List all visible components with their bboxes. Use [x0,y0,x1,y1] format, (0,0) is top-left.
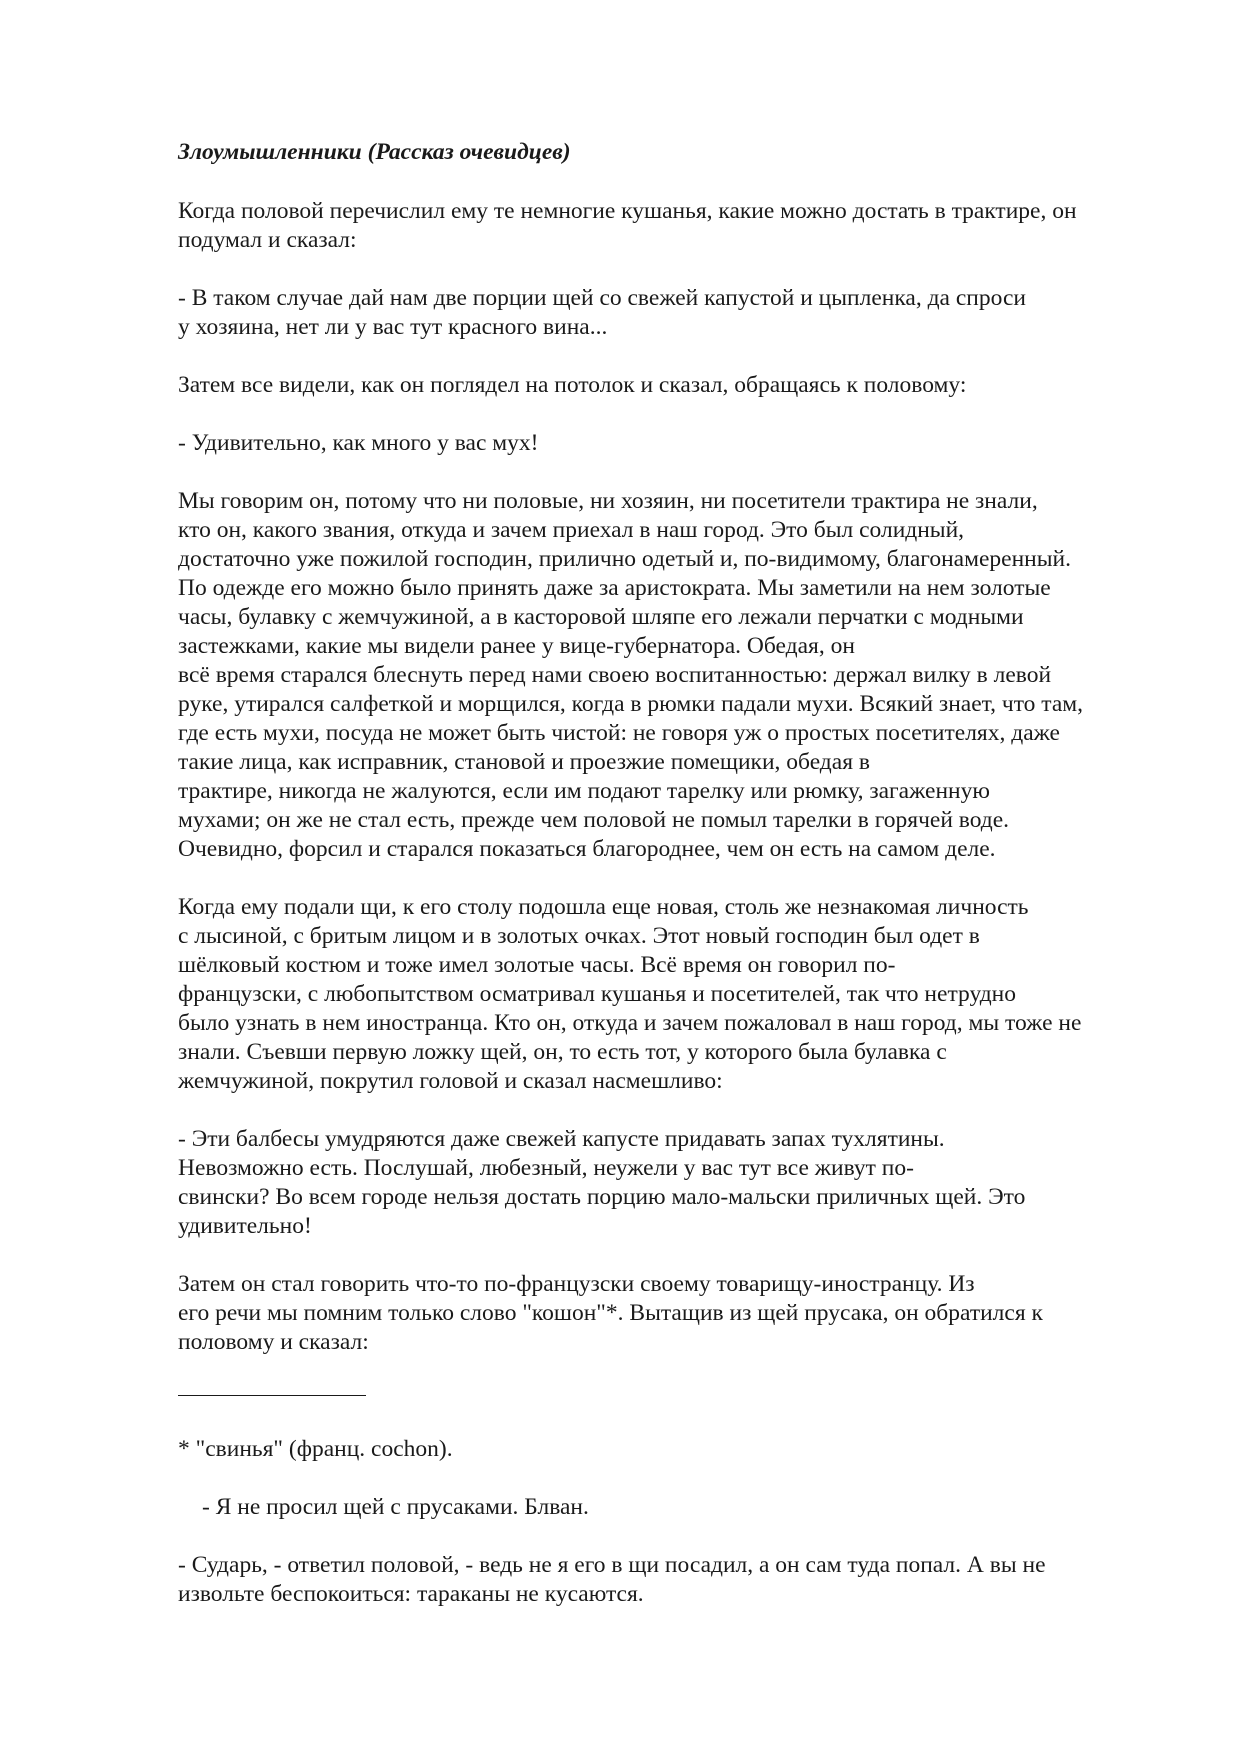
paragraph [178,893,1158,1096]
text-line: такие лица, как исправник, становой и проезжие помещики, обедая в [178,749,870,775]
footnote-divider [178,1395,366,1396]
paragraph [178,284,1158,342]
paragraph [178,429,1158,458]
text-line: подумал и сказал: [178,227,357,253]
text-line: часы, булавку с жемчужиной, а в касторовой шляпе его лежали перчатки с модными [178,604,1024,630]
paragraph [178,1270,1158,1357]
paragraph [178,197,1158,255]
text-line: его речи мы помним только слово "кошон"*. Вытащив из щей прусака, он обратился к [178,1300,1043,1326]
text-line: всё время старался блеснуть перед нами своею воспитанностью: держал вилку в левой [178,662,1052,688]
text-line: достаточно уже пожилой господин, прилично одетый и, по-видимому, благонамеренный. [178,546,1071,572]
text-line: - Сударь, - ответил половой, - ведь не я его в щи посадил, а он сам туда попал. А вы не [178,1552,1046,1578]
text-line: с лысиной, с бритым лицом и в золотых очках. Этот новый господин был одет в [178,923,980,949]
text-line: застежками, какие мы видели ранее у вице-губернатора. Обедая, он [178,633,855,659]
text-line: жемчужиной, покрутил головой и сказал насмешливо: [178,1068,723,1094]
text-line: По одежде его можно было принять даже за аристократа. Мы заметили на нем золотые [178,575,1051,601]
text-line: половому и сказал: [178,1329,369,1355]
footnote [178,1435,1158,1464]
text-line: мухами; он же не стал есть, прежде чем половой не помыл тарелки в горячей воде. [178,807,1010,833]
text-line: - В таком случае дай нам две порции щей со свежей капустой и цыпленка, да спроси [178,285,1026,311]
text-line: - Я не просил щей с прусаками. Блван. [202,1494,589,1520]
footnote-text: * "свинья" (франц. cochon). [178,1436,453,1462]
document-page [178,138,1158,1638]
text-line: Мы говорим он, потому что ни половые, ни хозяин, ни посетители трактира не знали, [178,488,1038,514]
text-line: Когда ему подали щи, к его столу подошла еще новая, столь же незнакомая личность [178,894,1029,920]
text-line: трактире, никогда не жалуются, если им подают тарелку или рюмку, загаженную [178,778,990,804]
text-line: извольте беспокоиться: тараканы не кусаются. [178,1581,644,1607]
paragraph [178,371,1158,400]
text-line: Когда половой перечислил ему те немногие кушанья, какие можно достать в трактире, он [178,198,1077,224]
text-line: Затем все видели, как он поглядел на потолок и сказал, обращаясь к половому: [178,372,967,398]
story-title: Злоумышленники (Рассказ очевидцев) [178,139,571,165]
text-line: Невозможно есть. Послушай, любезный, неужели у вас тут все живут по- [178,1155,914,1181]
paragraph [178,1493,1158,1522]
paragraph [178,1125,1158,1241]
paragraph [178,1551,1158,1609]
text-line: - Эти балбесы умудряются даже свежей капусте придавать запах тухлятины. [178,1126,945,1152]
text-line: где есть мухи, посуда не может быть чистой: не говоря уж о простых посетителях, даже [178,720,1060,746]
text-line: удивительно! [178,1213,312,1239]
text-line: руке, утирался салфеткой и морщился, когда в рюмки падали мухи. Всякий знает, что там, [178,691,1084,717]
paragraph [178,487,1158,864]
text-line: знали. Съевши первую ложку щей, он, то есть тот, у которого была булавка с [178,1039,947,1065]
text-line: французски, с любопытством осматривал кушанья и посетителей, так что нетрудно [178,981,1016,1007]
text-line: Затем он стал говорить что-то по-французски своему товарищу-иностранцу. Из [178,1271,975,1297]
text-line: кто он, какого звания, откуда и зачем приехал в наш город. Это был солидный, [178,517,965,543]
text-line: шёлковый костюм и тоже имел золотые часы. Всё время он говорил по- [178,952,896,978]
text-line: свински? Во всем городе нельзя достать порцию мало-мальски приличных щей. Это [178,1184,1026,1210]
text-line: было узнать в нем иностранца. Кто он, откуда и зачем пожаловал в наш город, мы тоже не [178,1010,1082,1036]
text-line: - Удивительно, как много у вас мух! [178,430,539,456]
text-line: Очевидно, форсил и старался показаться благороднее, чем он есть на самом деле. [178,836,996,862]
text-line: у хозяина, нет ли у вас тут красного вина... [178,314,608,340]
